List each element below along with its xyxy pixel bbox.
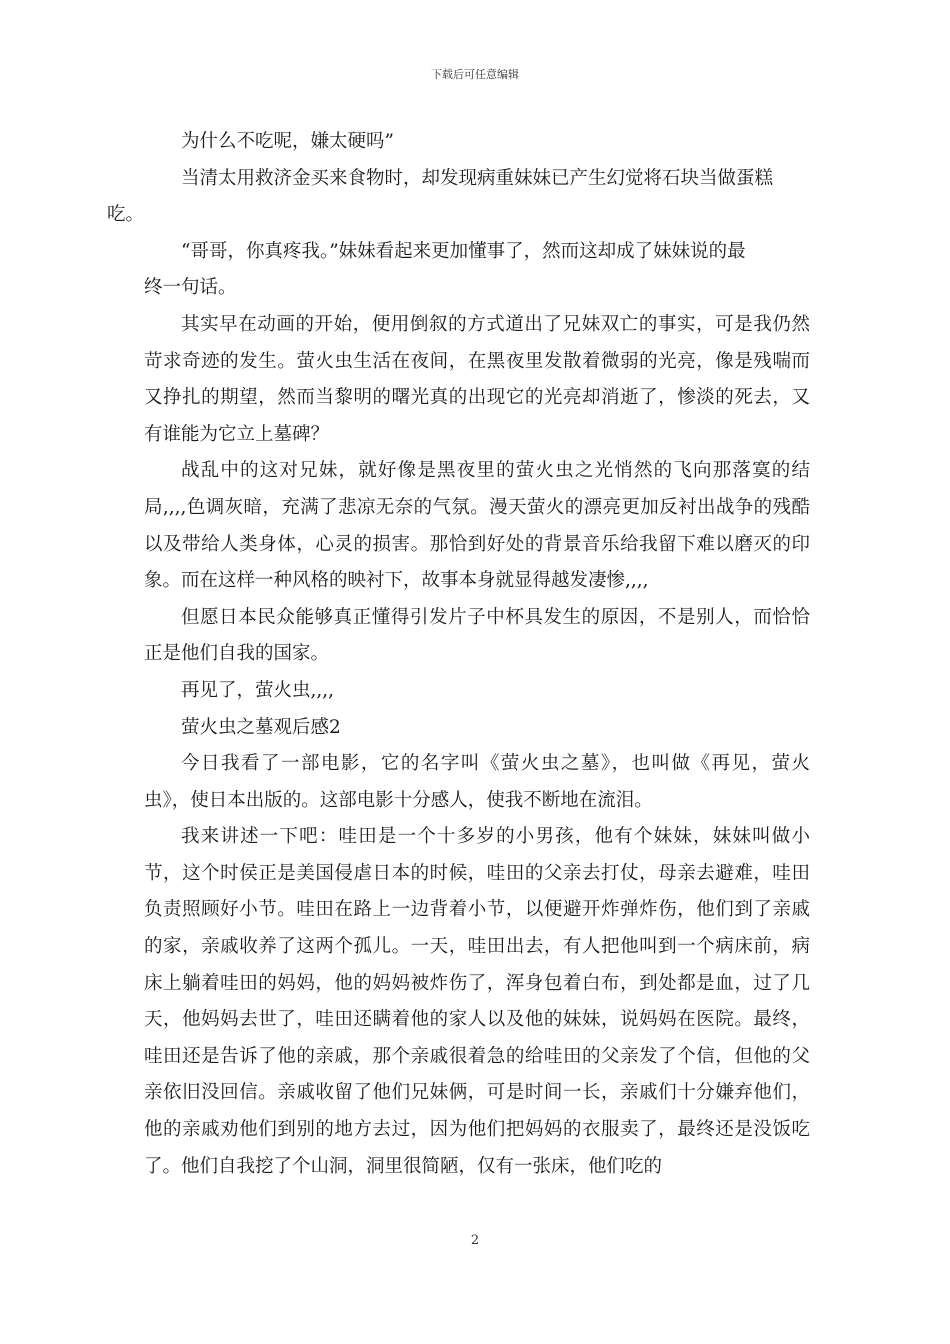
line: 再见了，萤火虫,,,, xyxy=(181,679,335,701)
line: 嫌弃他们，他的亲戚劝他们到别的地方去过，因为他们把妈妈的衣服卖了，最 xyxy=(144,1082,810,1141)
line: 过了几天，他妈妈去世了，哇田还瞒着他的家人以及他的妹妹，说妈妈在医院。 xyxy=(144,972,810,1031)
line: 节，这个时侯正是美国侵虐日本的时候，哇田的父亲去打仗，母亲去避难，哇 xyxy=(144,862,792,884)
page-number: 2 xyxy=(470,1233,480,1248)
paragraph-5 xyxy=(144,453,810,599)
line: 局,,,,色调灰暗，充满了悲凉无奈的气氛。漫天萤火的漂亮更加反衬出战争的残 xyxy=(144,496,792,518)
line: 但愿日本民众能够真正懂得引发片子中杯具发生的原因，不是别人，而恰 xyxy=(181,606,792,628)
line: 酷以及带给人类身体，心灵的损害。那恰到好处的背景音乐给我留下难以磨灭 xyxy=(144,496,810,555)
line: 亲戚的家，亲戚收养了这两个孤儿。一天，哇田出去，有人把他叫到一个病床 xyxy=(144,899,810,958)
line: 其实早在动画的开始，便用倒叙的方式道出了兄妹双亡的事实，可是我仍 xyxy=(181,313,792,335)
line: “哥哥，你真疼我。”妹妹看起来更加懂事了，然而这却成了妹妹说的最 xyxy=(181,240,746,262)
line: 为什么不吃呢，嫌太硬吗” xyxy=(181,131,394,152)
paragraph-2 xyxy=(107,161,810,234)
line: 当清太用救济金买来食物时，却发现病重妹妹已产生幻觉将石块当做蛋糕 xyxy=(181,167,774,189)
line: 的印象。而在这样一种风格的映衬下，故事本身就显得越发凄惨,,,, xyxy=(144,533,810,592)
line: 萤火虫之墓观后感2 xyxy=(181,716,341,738)
line: 喘而又挣扎的期望，然而当黎明的曙光真的出现它的光亮却消逝了，惨淡的死 xyxy=(144,350,810,409)
line: 最终，哇田还是告诉了他的亲戚，那个亲戚很着急的给哇田的父亲发了个信， xyxy=(144,1009,810,1067)
document-body xyxy=(107,124,810,1185)
paragraph-3 xyxy=(144,234,810,307)
line: 但他的父亲依旧没回信。亲戚收留了他们兄妹俩，可是时间一长，亲戚们十分 xyxy=(144,1045,810,1104)
page-header: 下载后可任意编辑 xyxy=(431,68,519,81)
line: 前，病床上躺着哇田的妈妈，他的妈妈被炸伤了，浑身包着白布，到处都是血， xyxy=(144,936,810,994)
paragraph-1 xyxy=(144,124,810,161)
line: 终一句话。 xyxy=(144,277,237,299)
line: 吃。 xyxy=(107,204,145,226)
paragraph-7 xyxy=(144,673,810,710)
line: 我来讲述一下吧：哇田是一个十多岁的小男孩，他有个妹妹，妹妹叫做小 xyxy=(181,826,810,848)
line: 今日我看了一部电影，它的名字叫《萤火虫之墓》，也叫做《再见，萤火 xyxy=(181,753,810,775)
paragraph-4 xyxy=(144,307,810,453)
line: 虫》，使日本出版的。这部电影十分感人，使我不断地在流泪。 xyxy=(144,789,653,811)
line: 去，又有谁能为它立上墓碑？ xyxy=(144,387,810,445)
line: 恰正是他们自我的国家。 xyxy=(144,606,810,665)
line: 然苛求奇迹的发生。萤火虫生活在夜间，在黑夜里发散着微弱的光亮，像是残 xyxy=(144,313,810,372)
paragraph-8 xyxy=(144,746,810,819)
line: 田负责照顾好小节。哇田在路上一边背着小节，以便避开炸弹炸伤，他们到了 xyxy=(144,862,810,921)
section-title xyxy=(144,710,810,747)
paragraph-9 xyxy=(144,819,810,1185)
line: 终还是没饭吃了。他们自我挖了个山洞，洞里很简陋，仅有一张床，他们吃的 xyxy=(144,1119,810,1177)
paragraph-6 xyxy=(144,600,810,673)
line: 战乱中的这对兄妹，就好像是黑夜里的萤火虫之光悄然的飞向那落寞的结 xyxy=(181,460,810,482)
